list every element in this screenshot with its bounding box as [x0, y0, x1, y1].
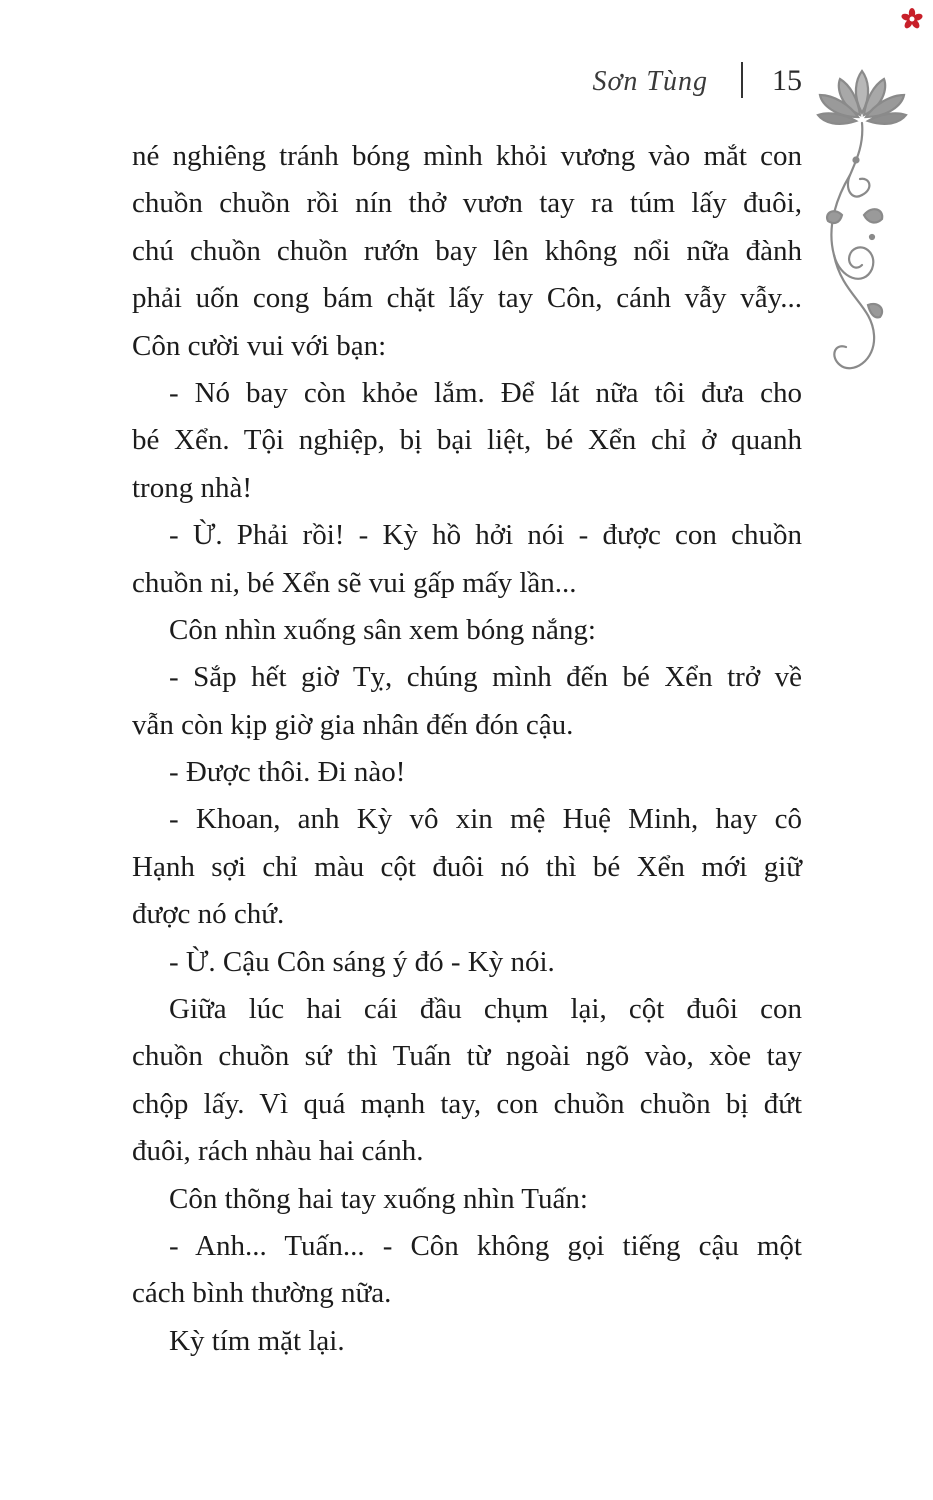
page-number: 15 [772, 64, 802, 97]
text-line: chuồn ni, bé Xển sẽ vui gấp mấy lần... [132, 566, 577, 599]
running-title: Sơn Tùng [592, 66, 708, 97]
text-line: đuôi, rách nhàu hai cánh. [132, 1135, 424, 1168]
text-line: phải uốn cong bám chặt lấy tay Côn, cánh vẫy vẫy... [132, 282, 802, 315]
text-line: Côn nhìn xuống sân xem bóng nắng: [169, 613, 596, 646]
text-line: được nó chứ. [132, 898, 285, 931]
text-line: chú chuồn chuồn rướn bay lên không nổi nữa đành [132, 234, 802, 267]
text-line: bé Xển. Tội nghiệp, bị bại liệt, bé Xển chỉ ở quanh [132, 424, 802, 457]
text-line: Giữa lúc hai cái đầu chụm lại, cột đuôi con [169, 993, 802, 1026]
text-line: Kỳ tím mặt lại. [169, 1324, 345, 1357]
text-line: Côn cười vui với bạn: [132, 329, 387, 362]
text-line: - Sắp hết giờ Tỵ, chúng mình đến bé Xển trở về [169, 661, 802, 694]
text-line: Hạnh sợi chỉ màu cột đuôi nó thì bé Xển mới giữ [132, 850, 802, 883]
text-line: - Được thôi. Đi nào! [169, 756, 406, 789]
text-line: - Anh... Tuấn... - Côn không gọi tiếng cậu một [169, 1229, 802, 1262]
text-line: trong nhà! [132, 471, 252, 504]
text-line: - Khoan, anh Kỳ vô xin mệ Huệ Minh, hay cô [169, 803, 802, 836]
text-line: - Ừ. Phải rồi! - Kỳ hồ hởi nói - được con chuồn [169, 519, 802, 552]
body-text [132, 133, 802, 1365]
text-line: - Nó bay còn khỏe lắm. Để lát nữa tôi đưa cho [169, 376, 802, 409]
page-header [0, 58, 933, 108]
text-line: cách bình thường nữa. [132, 1277, 392, 1310]
text-line: chộp lấy. Vì quá mạnh tay, con chuồn chuồn bị đứt [132, 1087, 802, 1120]
header-divider [741, 62, 743, 98]
text-line: Côn thõng hai tay xuống nhìn Tuấn: [169, 1182, 588, 1215]
lotus-ornament-icon [812, 65, 912, 395]
text-line: vẫn còn kịp giờ gia nhân đến đón cậu. [132, 708, 574, 741]
corner-flower-icon [899, 6, 925, 32]
text-line: chuồn chuồn rồi nín thở vươn tay ra túm lấy đuôi, [132, 187, 802, 220]
text-line: né nghiêng tránh bóng mình khỏi vương vào mắt con [132, 140, 802, 172]
text-line: - Ừ. Cậu Côn sáng ý đó - Kỳ nói. [169, 945, 555, 978]
text-line: chuồn chuồn sứ thì Tuấn từ ngoài ngõ vào, xòe tay [132, 1040, 802, 1073]
